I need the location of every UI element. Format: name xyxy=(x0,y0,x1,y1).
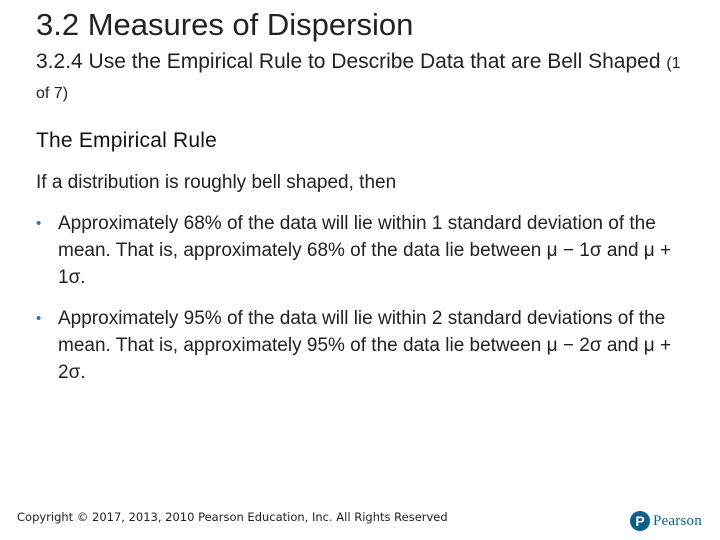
pearson-logo-wordmark: Pearson xyxy=(653,512,702,529)
section-heading: The Empirical Rule xyxy=(36,129,217,152)
slide-title: 3.2 Measures of Dispersion xyxy=(36,7,414,42)
bullet-icon: • xyxy=(36,215,42,232)
subtitle-main: 3.2.4 Use the Empirical Rule to Describe Data that are Bell Shaped xyxy=(36,50,661,73)
pearson-logo-icon: P xyxy=(630,511,650,531)
bullet-icon: • xyxy=(36,310,42,327)
intro-text: If a distribution is roughly bell shaped, then xyxy=(36,172,397,193)
bullet-text: Approximately 95% of the data will lie within 2 standard deviations of the mean. That is, approximately 95% of the data lie between μ − 2σ and μ + 2σ. xyxy=(58,308,672,383)
bullet-item xyxy=(36,210,676,291)
pearson-logo xyxy=(630,510,702,532)
slide-subtitle xyxy=(36,48,686,108)
bullet-text: Approximately 68% of the data will lie within 1 standard deviation of the mean. That is, approximately 68% of the data lie between μ − 1σ and μ + 1σ. xyxy=(58,213,672,288)
subtitle-part-indicator: (1 of 7) xyxy=(36,55,681,102)
copyright-footer: Copyright © 2017, 2013, 2010 Pearson Education, Inc. All Rights Reserved xyxy=(17,510,448,524)
bullet-item xyxy=(36,305,676,386)
